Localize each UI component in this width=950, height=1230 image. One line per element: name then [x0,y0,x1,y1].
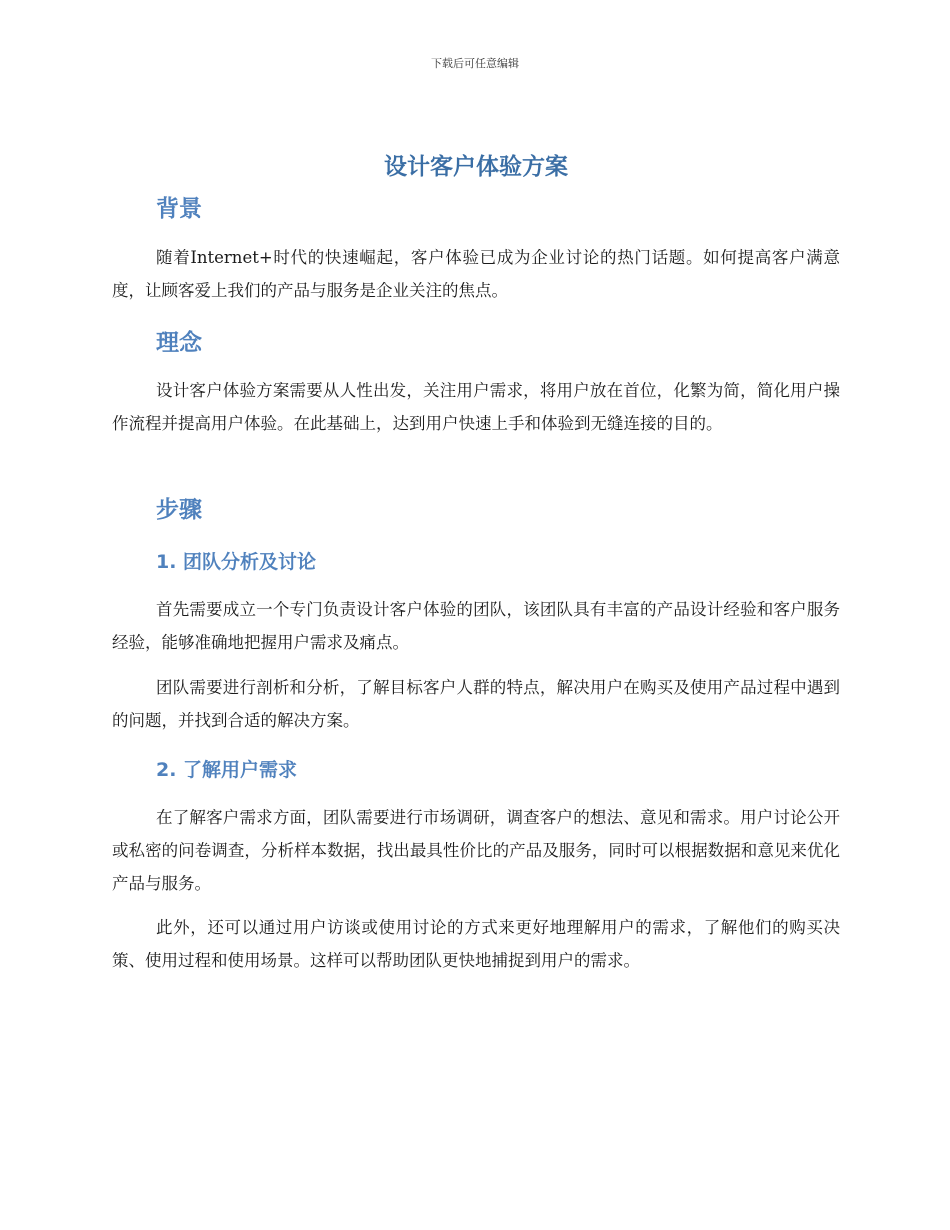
user-needs-paragraph-2: 此外，还可以通过用户访谈或使用讨论的方式来更好地理解用户的需求，了解他们的购买决策、使用过程和使用场景。这样可以帮助团队更快地捕捉到用户的需求。 [112,918,840,970]
section-heading-steps: 步骤 [156,497,202,523]
background-paragraph: 随着Internet+时代的快速崛起，客户体验已成为企业讨论的热门话题。如何提高客户满意度，让顾客爱上我们的产品与服务是企业关注的焦点。 [112,248,840,300]
document-title: 设计客户体验方案 [384,154,568,180]
page-header-note: 下载后可任意编辑 [431,57,519,70]
concept-paragraph: 设计客户体验方案需要从人性出发，关注用户需求，将用户放在首位，化繁为简，简化用户操作流程并提高用户体验。在此基础上，达到用户快速上手和体验到无缝连接的目的。 [112,381,840,433]
subsection-heading-team-analysis: 1. 团队分析及讨论 [156,551,317,573]
team-analysis-paragraph-1: 首先需要成立一个专门负责设计客户体验的团队，该团队具有丰富的产品设计经验和客户服务经验，能够准确地把握用户需求及痛点。 [112,600,840,652]
section-heading-concept: 理念 [156,330,202,356]
user-needs-paragraph-1: 在了解客户需求方面，团队需要进行市场调研，调查客户的想法、意见和需求。用户讨论公开或私密的问卷调查，分析样本数据，找出最具性价比的产品及服务，同时可以根据数据和意见来优化产品与服务。 [112,808,840,893]
subsection-heading-user-needs: 2. 了解用户需求 [156,759,298,781]
section-heading-background: 背景 [156,196,202,222]
team-analysis-paragraph-2: 团队需要进行剖析和分析，了解目标客户人群的特点，解决用户在购买及使用产品过程中遇到的问题，并找到合适的解决方案。 [112,678,840,730]
